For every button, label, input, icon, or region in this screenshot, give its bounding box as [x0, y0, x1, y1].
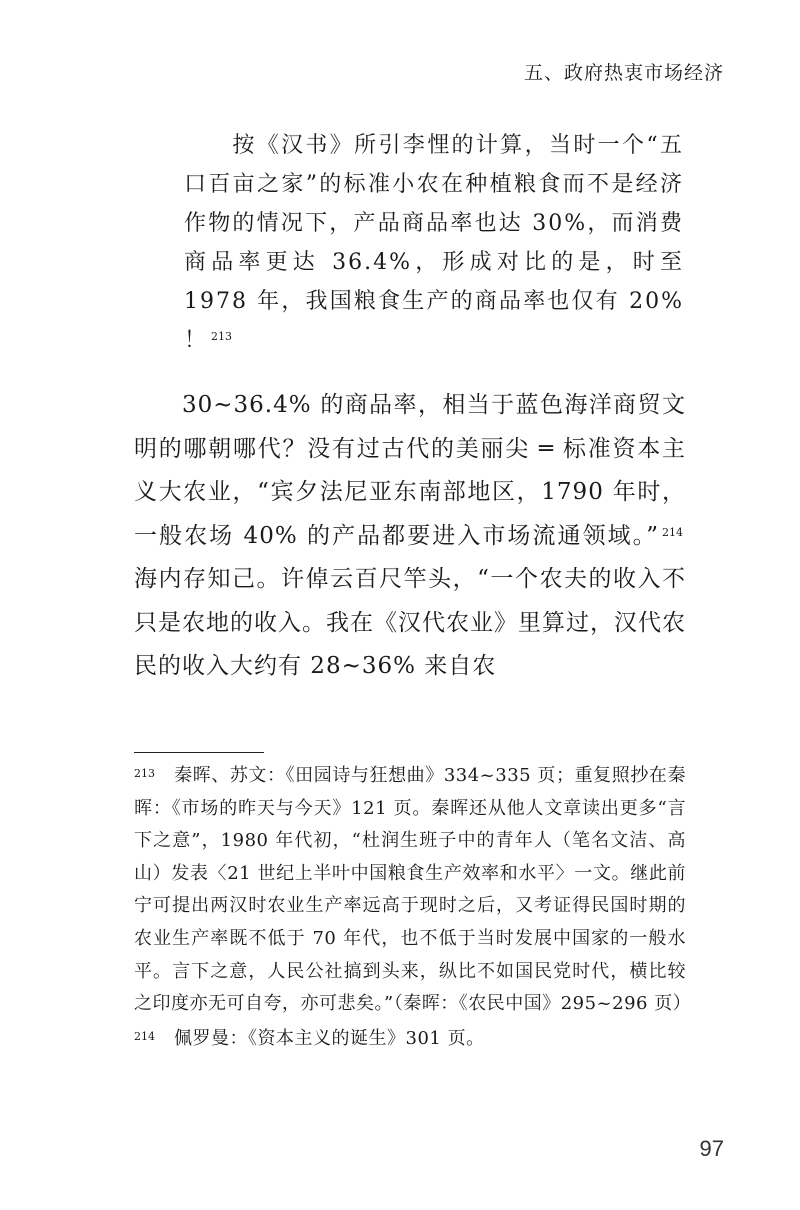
- footnote-separator: [134, 752, 264, 753]
- running-header: 五、政府热衷市场经济: [523, 62, 724, 84]
- paragraph-text-part1: 30~36.4% 的商品率，相当于蓝色海洋商贸文明的哪朝哪代？没有过古代的美丽尖 ═ 标准资本主义大农业，“宾夕法尼亚东南部地区，1790 年时，一般农场 40% 的产品都要进入市场流通领域。”: [134, 392, 686, 549]
- footnote-number: 213: [134, 767, 155, 780]
- footnote-ref-213[interactable]: 213: [211, 330, 233, 343]
- paragraph-text-part2: 海内存知己。许倬云百尺竿头，“一个农夫的收入不只是农地的收入。我在《汉代农业》里算过，汉代农民的收入大约有 28~36% 来自农: [134, 566, 686, 679]
- page-number: 97: [699, 1136, 724, 1161]
- footnote-213: [134, 760, 692, 1021]
- footnote-214: [134, 1023, 686, 1056]
- quote-text: 按《汉书》所引李悝的计算，当时一个“五口百亩之家”的标准小农在种植粮食而不是经济作物的情况下，产品商品率也达 30%，而消费商品率更达 36.4%，形成对比的是，时至 1978 年，我国粮食生产的商品率也仅有 20% ！: [184, 133, 684, 353]
- main-paragraph: [134, 384, 686, 689]
- block-quote: [184, 126, 684, 360]
- footnotes: [134, 760, 692, 1057]
- footnote-ref-214[interactable]: 214: [662, 525, 683, 539]
- footnote-text: 佩罗曼：《资本主义的诞生》301 页。: [174, 1027, 485, 1049]
- footnote-text: 秦晖、苏文：《田园诗与狂想曲》334~335 页；重复照抄在秦晖：《市场的昨天与今天》121 页。秦晖还从他人文章读出更多“言下之意”，1980 年代初，“杜润生班子中的青年人（笔名文洁、高山）发表〈21 世纪上半叶中国粮食生产效率和水平〉一文。继此前宁可提出两汉时农业生产率远高于现时之后，又考证得民国时期的农业生产率既不低于 70 年代，也不低于当时发展中国家的一般水平。言下之意，人民公社搞到头来，纵比不如国民党时代，横比较之印度亦无可自夸，亦可悲矣。”（秦晖：《农民中国》295~296 页）: [134, 765, 692, 1015]
- footnote-number: 214: [134, 1029, 155, 1043]
